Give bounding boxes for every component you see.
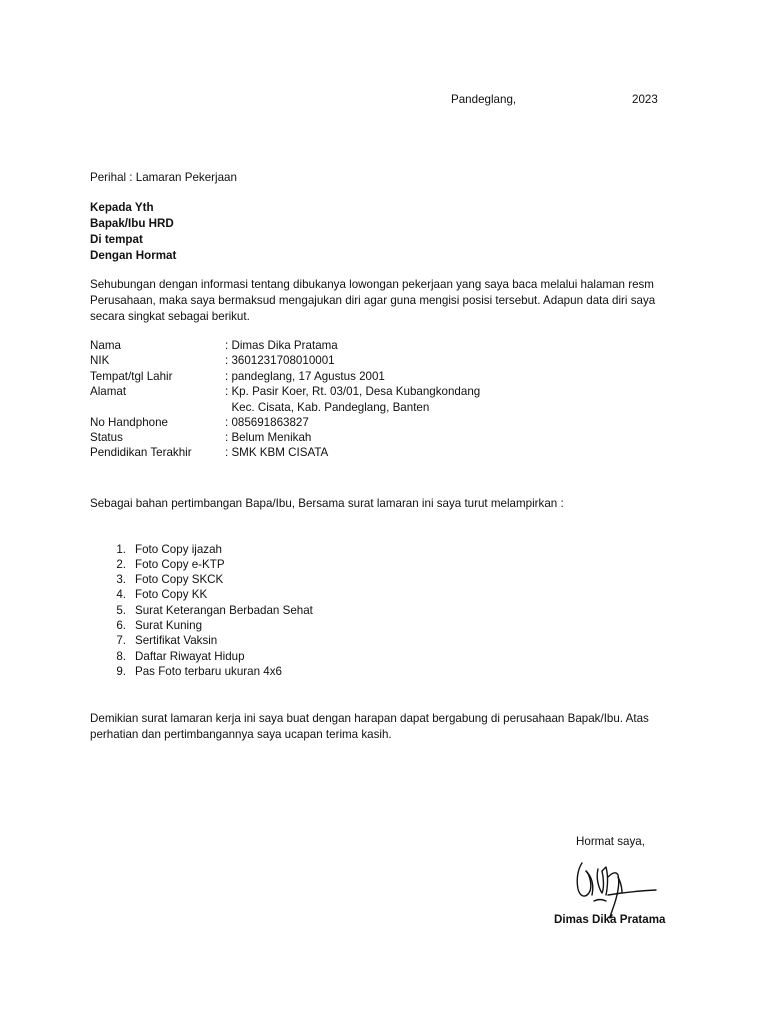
list-item-number: 1. — [116, 543, 126, 556]
letter-year: 2023 — [632, 93, 658, 106]
recipient-line: Bapak/Ibu HRD — [90, 217, 174, 230]
closing-line: Demikian surat lamaran kerja ini saya buat dengan harapan dapat bergabung di perusahaan Bapak/Ibu. Atas — [90, 712, 649, 725]
recipient-line: Di tempat — [90, 233, 143, 246]
list-item: Foto Copy e-KTP — [135, 558, 225, 571]
field-label-pendidikan: Pendidikan Terakhir — [90, 446, 192, 459]
field-value-nama: : Dimas Dika Pratama — [225, 339, 338, 352]
signoff: Hormat saya, — [576, 835, 645, 848]
intro-paragraph — [90, 277, 655, 325]
recipient-line: Kepada Yth — [90, 201, 154, 214]
list-item-number: 9. — [116, 665, 126, 678]
signer-name: Dimas Dika Pratama — [554, 913, 666, 926]
field-value-ttl: : pandeglang, 17 Agustus 2001 — [225, 370, 385, 383]
field-value-pendidikan: : SMK KBM CISATA — [225, 446, 329, 459]
list-item-number: 4. — [116, 588, 126, 601]
field-label-nama: Nama — [90, 339, 121, 352]
intro-line: Perusahaan, maka saya bermaksud mengajukan diri agar guna mengisi posisi tersebut. Adapun data diri saya — [90, 294, 656, 307]
intro-line: Sehubungan dengan informasi tentang dibukanya lowongan pekerjaan yang saya baca melalui halaman resm — [90, 278, 654, 291]
list-item: Surat Kuning — [135, 619, 203, 632]
list-item-number: 2. — [116, 558, 126, 571]
list-item: Foto Copy ijazah — [135, 543, 222, 556]
list-item-number: 7. — [116, 634, 126, 647]
list-item-number: 3. — [116, 573, 126, 586]
field-value-alamat: : Kp. Pasir Koer, Rt. 03/01, Desa Kubangkondang — [225, 385, 481, 398]
list-item-number: 6. — [116, 619, 126, 632]
list-item: Pas Foto terbaru ukuran 4x6 — [135, 665, 282, 678]
field-label-hp: No Handphone — [90, 416, 168, 429]
list-item: Foto Copy KK — [135, 588, 208, 601]
list-item: Sertifikat Vaksin — [135, 634, 218, 647]
field-label-ttl: Tempat/tgl Lahir — [90, 370, 173, 383]
closing-paragraph — [90, 711, 649, 743]
list-item-number: 8. — [116, 650, 126, 663]
letter-place: Pandeglang, — [451, 93, 517, 106]
list-item: Daftar Riwayat Hidup — [135, 650, 245, 663]
closing-line: perhatian dan pertimbangannya saya ucapan terima kasih. — [90, 728, 392, 741]
field-value-nik: : 3601231708010001 — [225, 354, 335, 367]
list-item: Foto Copy SKCK — [135, 573, 224, 586]
field-label-status: Status — [90, 431, 123, 444]
field-value-status: : Belum Menikah — [225, 431, 312, 444]
field-label-alamat: Alamat — [90, 385, 127, 398]
attachment-intro: Sebagai bahan pertimbangan Bapa/Ibu, Bersama surat lamaran ini saya turut melampirkan : — [90, 497, 564, 510]
intro-line: secara singkat sebagai berikut. — [90, 310, 250, 323]
field-label-nik: NIK — [90, 354, 110, 367]
letter-subject: Perihal : Lamaran Pekerjaan — [90, 171, 237, 184]
list-item: Surat Keterangan Berbadan Sehat — [135, 604, 313, 617]
greeting: Dengan Hormat — [90, 249, 177, 262]
list-item-number: 5. — [116, 604, 126, 617]
field-value-alamat-cont: Kec. Cisata, Kab. Pandeglang, Banten — [225, 401, 430, 414]
field-value-hp: : 085691863827 — [225, 416, 309, 429]
